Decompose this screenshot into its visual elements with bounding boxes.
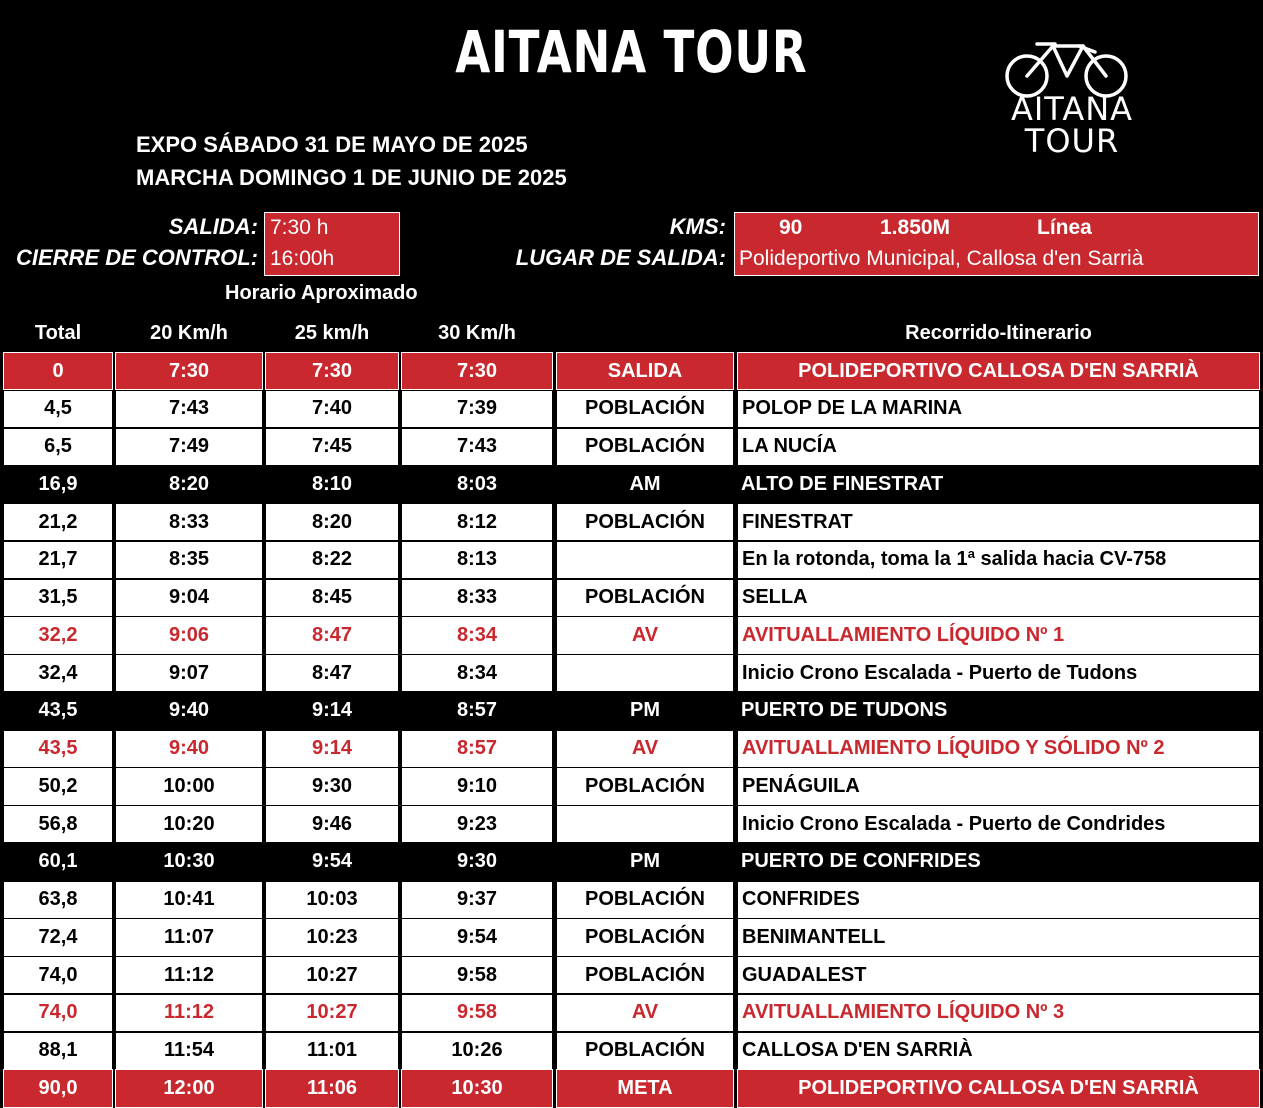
table-row bbox=[0, 352, 1263, 390]
cell-total: 72,4 bbox=[3, 918, 113, 956]
cell-recorrido: Inicio Crono Escalada - Puerto de Condrides bbox=[737, 805, 1260, 843]
cell-tipo: POBLACIÓN bbox=[556, 1032, 734, 1070]
table-row bbox=[0, 956, 1263, 994]
col-header-total: Total bbox=[34, 322, 82, 344]
cell-recorrido: AVITUALLAMIENTO LÍQUIDO Y SÓLIDO Nº 2 bbox=[737, 730, 1260, 768]
bicycle-icon bbox=[1007, 44, 1126, 96]
cell-recorrido: AVITUALLAMIENTO LÍQUIDO Nº 1 bbox=[737, 616, 1260, 654]
cell-total: 74,0 bbox=[3, 994, 113, 1032]
cell-30kmh: 10:30 bbox=[401, 1069, 553, 1107]
cell-30kmh: 9:58 bbox=[401, 994, 553, 1032]
cell-30kmh: 7:43 bbox=[401, 428, 553, 466]
cell-total: 74,0 bbox=[3, 956, 113, 994]
cell-tipo: POBLACIÓN bbox=[556, 428, 734, 466]
table-row bbox=[0, 541, 1263, 579]
salida-value: 7:30 h bbox=[270, 216, 329, 239]
logo-text-aitana: AITANA bbox=[1010, 90, 1134, 128]
cell-20kmh: 11:12 bbox=[115, 994, 263, 1032]
cell-tipo: POBLACIÓN bbox=[556, 956, 734, 994]
cell-total: 4,5 bbox=[3, 390, 113, 428]
cell-recorrido: BENIMANTELL bbox=[737, 918, 1260, 956]
cell-25kmh: 9:54 bbox=[265, 843, 399, 881]
cell-total: 32,2 bbox=[3, 616, 113, 654]
table-row bbox=[0, 843, 1263, 881]
cell-20kmh: 9:40 bbox=[115, 730, 263, 768]
kms-label: KMS: bbox=[669, 214, 726, 239]
event-dates bbox=[136, 128, 567, 194]
cell-25kmh: 8:22 bbox=[265, 541, 399, 579]
cell-recorrido: GUADALEST bbox=[737, 956, 1260, 994]
cell-20kmh: 9:40 bbox=[115, 692, 263, 730]
cell-20kmh: 10:00 bbox=[115, 767, 263, 805]
cell-total: 88,1 bbox=[3, 1032, 113, 1070]
table-row bbox=[0, 428, 1263, 466]
cell-tipo: AV bbox=[556, 994, 734, 1032]
cell-total: 21,2 bbox=[3, 503, 113, 541]
cell-20kmh: 11:54 bbox=[115, 1032, 263, 1070]
cell-20kmh: 9:06 bbox=[115, 616, 263, 654]
table-row bbox=[0, 692, 1263, 730]
cell-30kmh: 9:54 bbox=[401, 918, 553, 956]
cell-30kmh: 8:34 bbox=[401, 616, 553, 654]
cell-total: 60,1 bbox=[3, 843, 113, 881]
cell-recorrido: AVITUALLAMIENTO LÍQUIDO Nº 3 bbox=[737, 994, 1260, 1032]
cell-recorrido: En la rotonda, toma la 1ª salida hacia CV-758 bbox=[737, 541, 1260, 579]
cell-total: 32,4 bbox=[3, 654, 113, 692]
lugar-label: LUGAR DE SALIDA: bbox=[515, 245, 726, 270]
cell-25kmh: 7:40 bbox=[265, 390, 399, 428]
cell-30kmh: 8:57 bbox=[401, 692, 553, 730]
cell-20kmh: 11:07 bbox=[115, 918, 263, 956]
salida-cierre-box bbox=[264, 212, 400, 276]
cell-20kmh: 9:07 bbox=[115, 654, 263, 692]
cell-30kmh: 8:34 bbox=[401, 654, 553, 692]
kms-lugar-box bbox=[734, 212, 1259, 276]
cell-recorrido: Inicio Crono Escalada - Puerto de Tudons bbox=[737, 654, 1260, 692]
cell-30kmh: 9:37 bbox=[401, 881, 553, 919]
cell-30kmh: 7:39 bbox=[401, 390, 553, 428]
cell-30kmh: 8:57 bbox=[401, 730, 553, 768]
table-row bbox=[0, 654, 1263, 692]
table-row bbox=[0, 579, 1263, 617]
cell-tipo: POBLACIÓN bbox=[556, 390, 734, 428]
marcha-date: MARCHA DOMINGO 1 DE JUNIO DE 2025 bbox=[136, 165, 567, 190]
table-row bbox=[0, 805, 1263, 843]
cell-tipo: POBLACIÓN bbox=[556, 918, 734, 956]
cell-recorrido: POLIDEPORTIVO CALLOSA D'EN SARRIÀ bbox=[737, 1069, 1260, 1107]
cell-20kmh: 9:04 bbox=[115, 579, 263, 617]
cell-total: 0 bbox=[3, 352, 113, 390]
cell-20kmh: 8:20 bbox=[115, 465, 263, 503]
table-row bbox=[0, 918, 1263, 956]
cell-recorrido: PUERTO DE CONFRIDES bbox=[737, 843, 1260, 881]
cierre-value: 16:00h bbox=[270, 247, 335, 270]
cell-20kmh: 12:00 bbox=[115, 1069, 263, 1107]
cell-30kmh: 9:10 bbox=[401, 767, 553, 805]
cell-30kmh: 7:30 bbox=[401, 352, 553, 390]
cell-recorrido: CONFRIDES bbox=[737, 881, 1260, 919]
kms-value: 90 bbox=[779, 216, 803, 239]
table-row bbox=[0, 390, 1263, 428]
cell-tipo: SALIDA bbox=[556, 352, 734, 390]
desnivel-value: 1.850M bbox=[880, 216, 951, 239]
cell-30kmh: 8:13 bbox=[401, 541, 553, 579]
cell-tipo: POBLACIÓN bbox=[556, 503, 734, 541]
cell-20kmh: 7:49 bbox=[115, 428, 263, 466]
cell-total: 56,8 bbox=[3, 805, 113, 843]
cell-recorrido: PUERTO DE TUDONS bbox=[737, 692, 1260, 730]
table-row bbox=[0, 1032, 1263, 1070]
cell-30kmh: 8:12 bbox=[401, 503, 553, 541]
logo-text-tour: TOUR bbox=[1024, 122, 1120, 156]
cell-25kmh: 10:03 bbox=[265, 881, 399, 919]
tipo-value: Línea bbox=[1037, 216, 1092, 239]
cell-recorrido: SELLA bbox=[737, 579, 1260, 617]
cell-recorrido: ALTO DE FINESTRAT bbox=[737, 465, 1260, 503]
page-title: AITANA TOUR bbox=[455, 18, 808, 86]
col-header-30kmh: 30 Km/h bbox=[438, 322, 516, 344]
cell-total: 50,2 bbox=[3, 767, 113, 805]
cell-total: 63,8 bbox=[3, 881, 113, 919]
cell-total: 21,7 bbox=[3, 541, 113, 579]
cell-30kmh: 8:33 bbox=[401, 579, 553, 617]
lugar-value: Polideportivo Municipal, Callosa d'en Sarrià bbox=[739, 247, 1144, 270]
cell-total: 31,5 bbox=[3, 579, 113, 617]
cell-25kmh: 8:20 bbox=[265, 503, 399, 541]
cell-total: 43,5 bbox=[3, 730, 113, 768]
cell-total: 6,5 bbox=[3, 428, 113, 466]
cell-30kmh: 10:26 bbox=[401, 1032, 553, 1070]
table-row bbox=[0, 730, 1263, 768]
cell-recorrido: POLIDEPORTIVO CALLOSA D'EN SARRIÀ bbox=[737, 352, 1260, 390]
cell-tipo: POBLACIÓN bbox=[556, 881, 734, 919]
cell-30kmh: 8:03 bbox=[401, 465, 553, 503]
cierre-label: CIERRE DE CONTROL: bbox=[16, 245, 258, 270]
cell-25kmh: 10:27 bbox=[265, 956, 399, 994]
cell-recorrido: PENÁGUILA bbox=[737, 767, 1260, 805]
cell-tipo bbox=[556, 805, 734, 843]
cell-total: 43,5 bbox=[3, 692, 113, 730]
cell-recorrido: LA NUCÍA bbox=[737, 428, 1260, 466]
cell-20kmh: 7:30 bbox=[115, 352, 263, 390]
cell-recorrido: POLOP DE LA MARINA bbox=[737, 390, 1260, 428]
table-row bbox=[0, 881, 1263, 919]
table-row bbox=[0, 503, 1263, 541]
col-header-20kmh: 20 Km/h bbox=[150, 322, 228, 344]
salida-label: SALIDA: bbox=[168, 214, 258, 239]
cell-25kmh: 7:30 bbox=[265, 352, 399, 390]
cell-25kmh: 8:47 bbox=[265, 654, 399, 692]
cell-20kmh: 8:35 bbox=[115, 541, 263, 579]
horario-aproximado-label: Horario Aproximado bbox=[225, 282, 418, 304]
table-row bbox=[0, 994, 1263, 1032]
cell-recorrido: CALLOSA D'EN SARRIÀ bbox=[737, 1032, 1260, 1070]
cell-tipo: AV bbox=[556, 616, 734, 654]
cell-25kmh: 9:14 bbox=[265, 692, 399, 730]
cell-tipo: META bbox=[556, 1069, 734, 1107]
cell-20kmh: 10:30 bbox=[115, 843, 263, 881]
col-header-recorrido: Recorrido-Itinerario bbox=[905, 322, 1092, 344]
cell-tipo: AM bbox=[556, 465, 734, 503]
cell-tipo bbox=[556, 654, 734, 692]
cell-total: 90,0 bbox=[3, 1069, 113, 1107]
cell-25kmh: 9:14 bbox=[265, 730, 399, 768]
cell-25kmh: 11:06 bbox=[265, 1069, 399, 1107]
cell-25kmh: 11:01 bbox=[265, 1032, 399, 1070]
cell-20kmh: 10:41 bbox=[115, 881, 263, 919]
cell-25kmh: 8:45 bbox=[265, 579, 399, 617]
cell-25kmh: 8:10 bbox=[265, 465, 399, 503]
cell-25kmh: 9:30 bbox=[265, 767, 399, 805]
cell-25kmh: 10:23 bbox=[265, 918, 399, 956]
cell-20kmh: 11:12 bbox=[115, 956, 263, 994]
cell-25kmh: 7:45 bbox=[265, 428, 399, 466]
cell-tipo: AV bbox=[556, 730, 734, 768]
cell-30kmh: 9:58 bbox=[401, 956, 553, 994]
aitana-tour-logo bbox=[995, 38, 1150, 156]
cell-20kmh: 10:20 bbox=[115, 805, 263, 843]
cell-tipo: POBLACIÓN bbox=[556, 579, 734, 617]
cell-20kmh: 7:43 bbox=[115, 390, 263, 428]
cell-25kmh: 10:27 bbox=[265, 994, 399, 1032]
cell-total: 16,9 bbox=[3, 465, 113, 503]
cell-30kmh: 9:30 bbox=[401, 843, 553, 881]
cell-recorrido: FINESTRAT bbox=[737, 503, 1260, 541]
cell-20kmh: 8:33 bbox=[115, 503, 263, 541]
expo-date: EXPO SÁBADO 31 DE MAYO DE 2025 bbox=[136, 132, 528, 157]
cell-tipo: PM bbox=[556, 692, 734, 730]
table-row bbox=[0, 767, 1263, 805]
cell-25kmh: 8:47 bbox=[265, 616, 399, 654]
cell-tipo: POBLACIÓN bbox=[556, 767, 734, 805]
table-row bbox=[0, 616, 1263, 654]
cell-tipo bbox=[556, 541, 734, 579]
table-row bbox=[0, 1069, 1263, 1107]
table-row bbox=[0, 465, 1263, 503]
itinerary-table bbox=[0, 352, 1263, 1107]
cell-25kmh: 9:46 bbox=[265, 805, 399, 843]
col-header-25kmh: 25 km/h bbox=[294, 322, 370, 344]
cell-30kmh: 9:23 bbox=[401, 805, 553, 843]
cell-tipo: PM bbox=[556, 843, 734, 881]
